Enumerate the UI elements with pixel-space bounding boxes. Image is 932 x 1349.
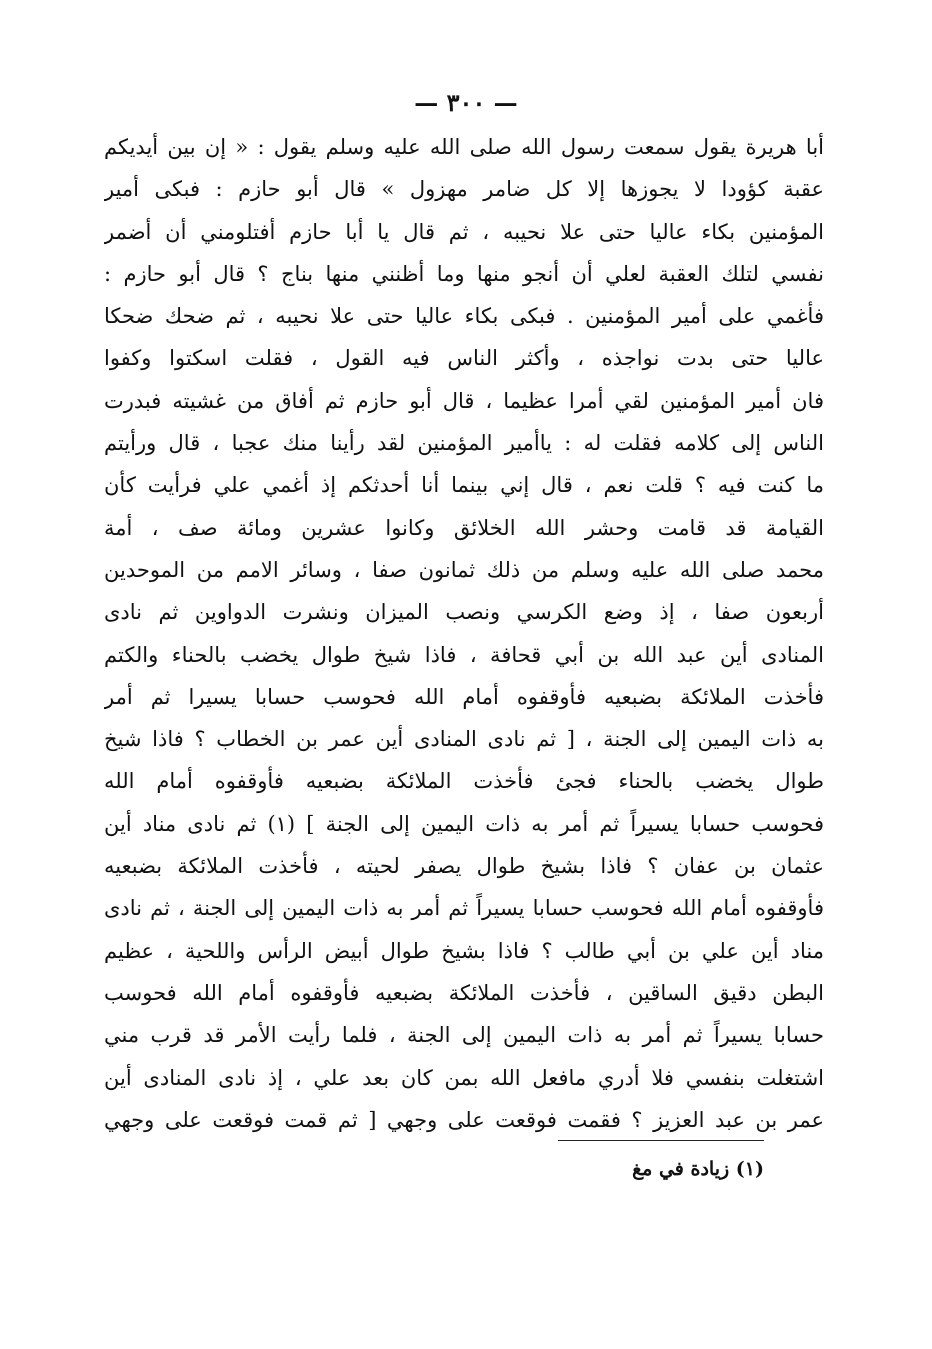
text-line: المنادى أين عبد الله بن أبي قحافة ، فاذا شيخ طوال يخضب بالحناء والكتم: [104, 642, 824, 667]
footnote: (١) زيادة في مغ: [632, 1158, 764, 1180]
text-line: طوال يخضب بالحناء فجئ فأخذت الملائكة بضبعيه فأوقفوه أمام الله: [104, 769, 824, 794]
text-line: ما كنت فيه ؟ قلت نعم ، قال إني بينما أنا أحدثكم إذ أغمي علي فرأيت كأن: [104, 473, 824, 498]
text-line: عقبة كؤودا لا يجوزها إلا كل ضامر مهزول » قال أبو حازم : فبكى أمير: [104, 177, 824, 202]
footnote-divider: [558, 1140, 764, 1141]
text-line: مناد أين علي بن أبي طالب ؟ فاذا بشيخ طوال أبيض الرأس واللحية ، عظيم: [104, 938, 824, 963]
body-text: [104, 126, 824, 1141]
text-line: فأغمي على أمير المؤمنين . فبكى بكاء عاليا حتى علا نحيبه ، ثم ضحك ضحكا: [104, 304, 824, 329]
text-line: به ذات اليمين إلى الجنة ، [ ثم نادى المنادى أين عمر بن الخطاب ؟ فاذا شيخ: [104, 727, 824, 752]
text-line: محمد صلى الله عليه وسلم من ذلك ثمانون صفا ، وسائر الامم من الموحدين: [104, 557, 824, 582]
text-line: الناس إلى كلامه فقلت له : ياأمير المؤمنين لقد رأينا منك عجبا ، قال ورأيتم: [104, 431, 824, 456]
page-number: — ٣٠٠ —: [414, 88, 518, 117]
text-line: عثمان بن عفان ؟ فاذا بشيخ طوال يصفر لحيته ، فأخذت الملائكة بضبعيه: [104, 854, 824, 879]
text-line: فحوسب حسابا يسيراً ثم أمر به ذات اليمين إلى الجنة ] (١) ثم نادى مناد أين: [104, 811, 824, 836]
text-line: اشتغلت بنفسي فلا أدري مافعل الله بمن كان بعد علي ، إذ نادى المنادى أين: [104, 1065, 824, 1090]
text-line: فان أمير المؤمنين لقي أمرا عظيما ، قال أبو حازم ثم أفاق من غشيته فبدرت: [104, 388, 824, 413]
text-line: عمر بن عبد العزيز ؟ فقمت فوقعت على وجهي [ ثم قمت فوقعت على وجهي: [104, 1107, 824, 1132]
text-line: البطن دقيق الساقين ، فأخذت الملائكة بضبعيه فأوقفوه أمام الله فحوسب: [104, 980, 824, 1005]
text-line: حسابا يسيراً ثم أمر به ذات اليمين إلى الجنة ، فلما رأيت الأمر قد قرب مني: [104, 1023, 824, 1048]
text-line: فأوقفوه أمام الله فحوسب حسابا يسيراً ثم أمر به ذات اليمين إلى الجنة ، ثم نادى: [104, 896, 824, 921]
text-line: نفسي لتلك العقبة لعلي أن أنجو منها وما أظنني منها بناج ؟ قال أبو حازم :: [104, 261, 824, 286]
text-line: عاليا حتى بدت نواجذه ، وأكثر الناس فيه القول ، فقلت اسكتوا وكفوا: [104, 346, 824, 371]
text-line: أربعون صفا ، إذ وضع الكرسي ونصب الميزان ونشرت الدواوين ثم نادى: [104, 600, 824, 625]
text-line: أبا هريرة يقول سمعت رسول الله صلى الله عليه وسلم يقول : « إن بين أيديكم: [104, 135, 824, 159]
text-line: القيامة قد قامت وحشر الله الخلائق وكانوا عشرين ومائة صف ، أمة: [104, 515, 824, 540]
text-line: المؤمنين بكاء عاليا حتى علا نحيبه ، ثم قال يا أبا حازم أفتلومني أن أضمر: [104, 219, 824, 244]
text-line: فأخذت الملائكة بضبعيه فأوقفوه أمام الله فحوسب حسابا يسيرا ثم أمر: [104, 684, 824, 709]
